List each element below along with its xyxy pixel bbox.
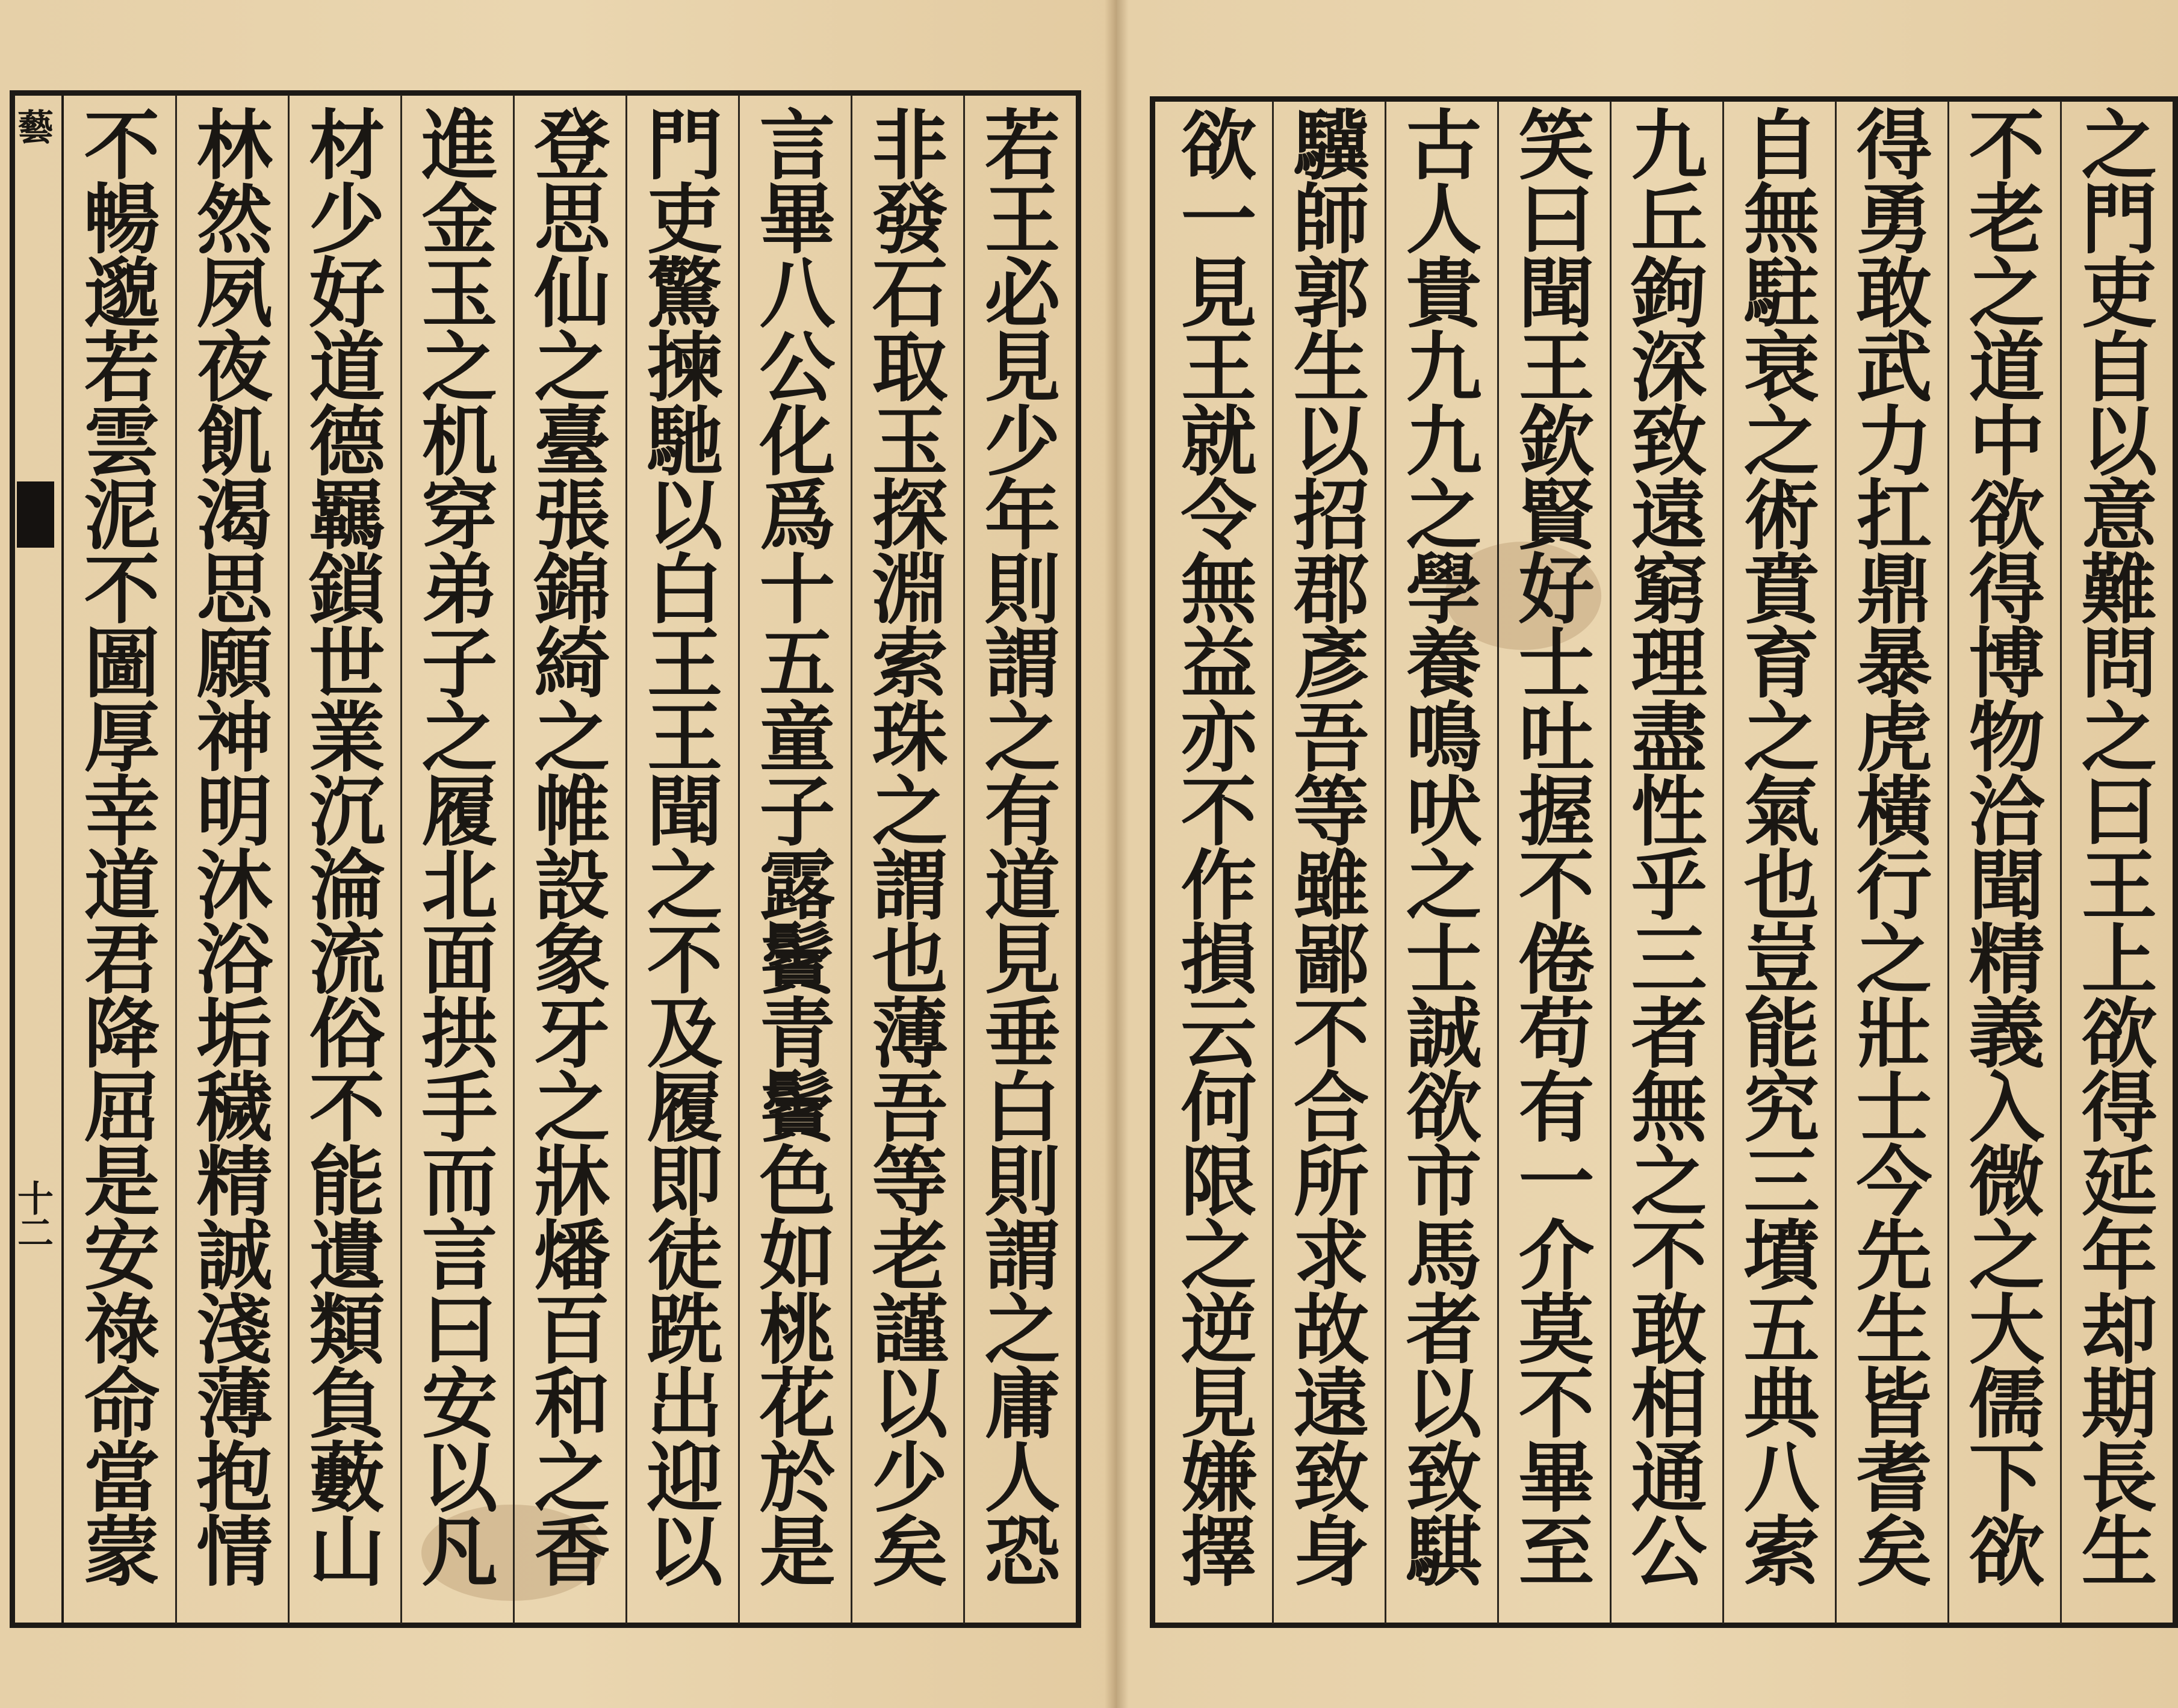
column-rule [1610, 101, 1612, 1624]
column-rule [851, 95, 852, 1624]
page-number: 十二 [11, 1180, 54, 1248]
text-column: 進金玉之机穿弟子之履北面拱手而言曰安以凡 [409, 105, 498, 1586]
column-rule [400, 95, 402, 1624]
text-column: 不老之道中欲得博物洽聞精義入微之大儒下欲 [1956, 105, 2046, 1586]
column-rule [1947, 101, 1949, 1624]
text-column: 登思仙之臺張錦綺之帷設象牙之牀燔百和之香 [522, 105, 611, 1586]
text-column: 不暢邈若雲泥不圖厚幸道君降屈是安祿命當蒙 [72, 105, 161, 1586]
column-rule [175, 95, 177, 1624]
text-column: 門吏驚揀馳以白王王聞之不及履即徒跣出迎以 [634, 105, 724, 1586]
text-column: 之門吏自以意難問之曰王上欲得延年却期長生 [2069, 105, 2158, 1586]
fish-tail-mark [17, 481, 54, 548]
text-column: 言畢八公化爲十五童子露鬢青鬢色如桃花於是 [747, 105, 836, 1586]
column-rule [513, 95, 515, 1624]
text-column: 自無駐衰之術賁育之氣也豈能究三墳五典八索 [1731, 105, 1820, 1586]
text-column: 古人貴九九之學養鳴吠之士誠欲市馬者以致騏 [1394, 105, 1483, 1586]
text-column: 材少好道德羈鎖世業沉淪流俗不能遺類負藪山 [297, 105, 386, 1586]
column-rule [1497, 101, 1499, 1624]
text-column: 非發石取玉探淵索珠之謂也薄吾等老謹以少矣 [860, 105, 949, 1586]
text-column: 若王必見少年則謂之有道見垂白則謂之庸人恐 [972, 105, 1061, 1586]
margin-title: 藝 [11, 108, 54, 143]
column-rule [1272, 101, 1274, 1624]
column-rule [288, 95, 290, 1624]
book-spine [1105, 0, 1129, 1708]
text-column: 得勇敢武力扛鼎暴虎橫行之壯士今先生皆耆矣 [1844, 105, 1933, 1586]
column-rule [2060, 101, 2062, 1624]
column-rule [738, 95, 740, 1624]
text-column: 九丘鉤深致遠窮理盡性乎三者無之不敢相通公 [1619, 105, 1708, 1586]
text-column: 笑曰聞王欽賢好士吐握不倦苟有一介莫不畢至 [1506, 105, 1595, 1586]
column-rule [1385, 101, 1386, 1624]
text-column: 林然夙夜飢渴思願神明沐浴垢穢精誠淺薄抱情 [184, 105, 273, 1586]
column-rule [963, 95, 965, 1624]
column-rule [1835, 101, 1837, 1624]
column-rule [1722, 101, 1724, 1624]
text-column: 驥師郭生以招郡彥吾等雖鄙不合所求故遠致身 [1281, 105, 1370, 1586]
text-column: 欲一見王就令無益亦不作損云何限之逆見嫌擇 [1168, 105, 1258, 1586]
column-rule [625, 95, 627, 1624]
